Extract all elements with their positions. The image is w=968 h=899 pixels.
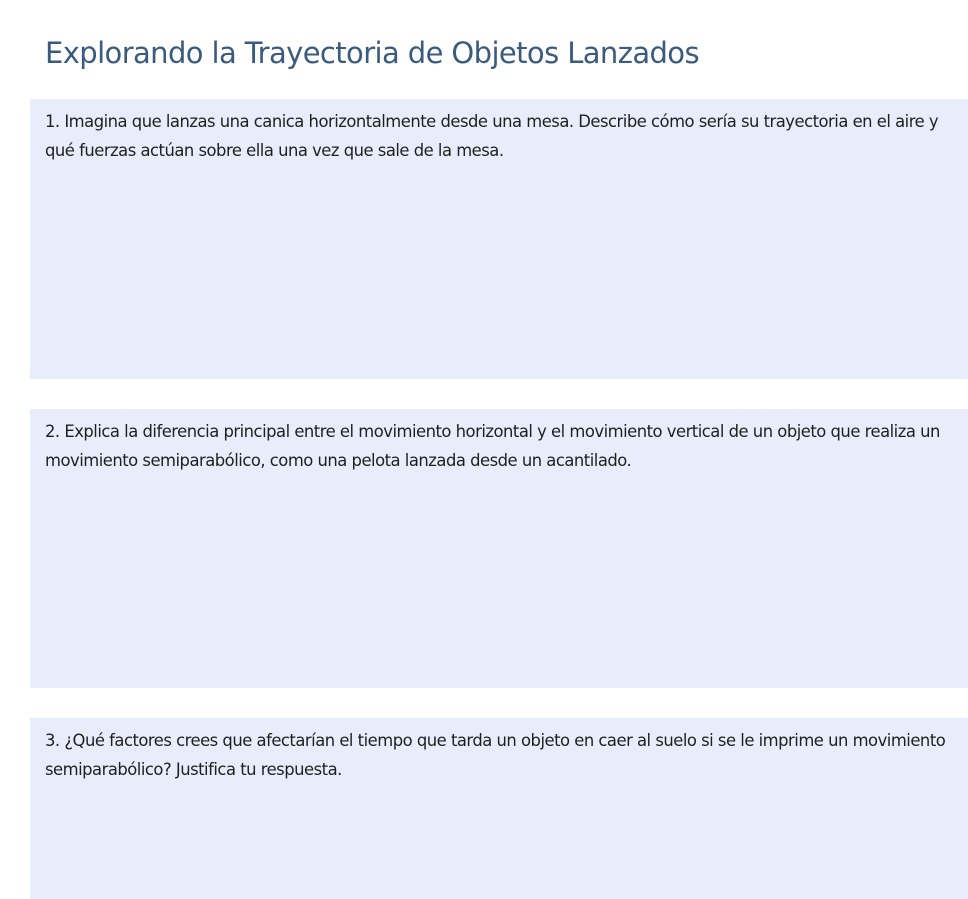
page-title: Explorando la Trayectoria de Objetos Lanzados <box>45 36 699 70</box>
question-3-text: 3. ¿Qué factores crees que afectarían el tiempo que tarda un objeto en caer al suelo si se le imprime un movimiento semiparabólico? Justifica tu respuesta. <box>45 731 946 779</box>
question-2-answer-box[interactable] <box>30 409 968 688</box>
question-2-text: 2. Explica la diferencia principal entre el movimiento horizontal y el movimiento vertical de un objeto que realiza un movimiento semiparabólico, como una pelota lanzada desde un acantilado. <box>45 422 940 470</box>
question-1-answer-box[interactable] <box>30 99 968 379</box>
question-3-answer-box[interactable] <box>30 718 968 899</box>
question-1-text: 1. Imagina que lanzas una canica horizontalmente desde una mesa. Describe cómo sería su trayectoria en el aire y qué fuerzas actúan sobre ella una vez que sale de la mesa. <box>45 112 939 160</box>
